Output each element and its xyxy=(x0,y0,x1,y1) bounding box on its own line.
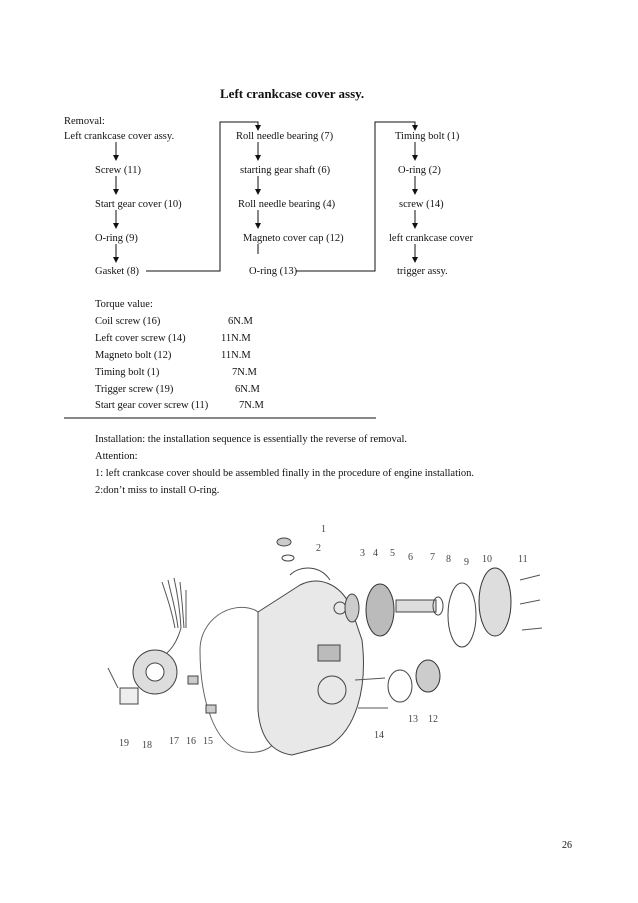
installation-text: Installation: the installation sequence is essentially the reverse of removal. xyxy=(95,434,407,445)
callout-label: 17 xyxy=(169,736,179,747)
flow-col2-item: Roll needle bearing (7) xyxy=(236,131,334,142)
torque-name: Start gear cover screw (11) xyxy=(95,400,209,411)
callout-label: 19 xyxy=(119,738,129,749)
flow-col2-item: O-ring (13) xyxy=(249,266,298,277)
callout-label: 4 xyxy=(373,548,378,559)
torque-heading: Torque value: xyxy=(95,299,153,310)
torque-name: Timing bolt (1) xyxy=(95,367,160,378)
attention-note: 2:don’t miss to install O-ring. xyxy=(95,485,220,496)
torque-value: 6N.M xyxy=(235,384,260,395)
torque-name: Coil screw (16) xyxy=(95,316,161,327)
callout-label: 16 xyxy=(186,736,196,747)
callout-label: 18 xyxy=(142,740,152,751)
page-number: 26 xyxy=(562,840,572,851)
callout-label: 2 xyxy=(316,543,321,554)
callout-label: 14 xyxy=(374,730,384,741)
callout-label: 13 xyxy=(408,714,418,725)
callout-label: 10 xyxy=(482,554,492,565)
attention-label: Attention: xyxy=(95,451,138,462)
torque-value: 11N.M xyxy=(221,350,251,361)
callout-label: 8 xyxy=(446,554,451,565)
callout-label: 3 xyxy=(360,548,365,559)
callout-label: 5 xyxy=(390,548,395,559)
flow-col3-item: O-ring (2) xyxy=(398,165,441,176)
callout-label: 11 xyxy=(518,554,528,565)
torque-value: 7N.M xyxy=(239,400,264,411)
callout-label: 12 xyxy=(428,714,438,725)
flow-col2-item: starting gear shaft (6) xyxy=(240,165,331,176)
torque-value: 7N.M xyxy=(232,367,257,378)
torque-value: 6N.M xyxy=(228,316,253,327)
flow-col1-item: Gasket (8) xyxy=(95,266,140,277)
flow-col3-item: left crankcase cover xyxy=(389,233,473,244)
flow-col1-item: Start gear cover (10) xyxy=(95,199,182,210)
torque-name: Trigger screw (19) xyxy=(95,384,174,395)
callout-label: 1 xyxy=(321,524,326,535)
flow-col1-item: O-ring (9) xyxy=(95,233,138,244)
callout-label: 15 xyxy=(203,736,213,747)
removal-label: Removal: xyxy=(64,116,105,127)
flow-col3-item: trigger assy. xyxy=(397,266,448,277)
flow-col2-item: Magneto cover cap (12) xyxy=(243,233,344,244)
torque-value: 11N.M xyxy=(221,333,251,344)
torque-name: Left cover screw (14) xyxy=(95,333,186,344)
flow-col1-item: Screw (11) xyxy=(95,165,141,176)
flow-col1-item: Left crankcase cover assy. xyxy=(64,131,175,142)
page-title: Left crankcase cover assy. xyxy=(220,86,365,101)
callout-label: 9 xyxy=(464,557,469,568)
flow-col2-item: Roll needle bearing (4) xyxy=(238,199,336,210)
flow-col3-item: Timing bolt (1) xyxy=(395,131,460,142)
attention-note: 1: left crankcase cover should be assembled finally in the procedure of engine installation. xyxy=(95,468,475,479)
torque-name: Magneto bolt (12) xyxy=(95,350,172,361)
flow-col3-item: screw (14) xyxy=(399,199,444,210)
callout-label: 7 xyxy=(430,552,435,563)
callout-label: 6 xyxy=(408,552,413,563)
